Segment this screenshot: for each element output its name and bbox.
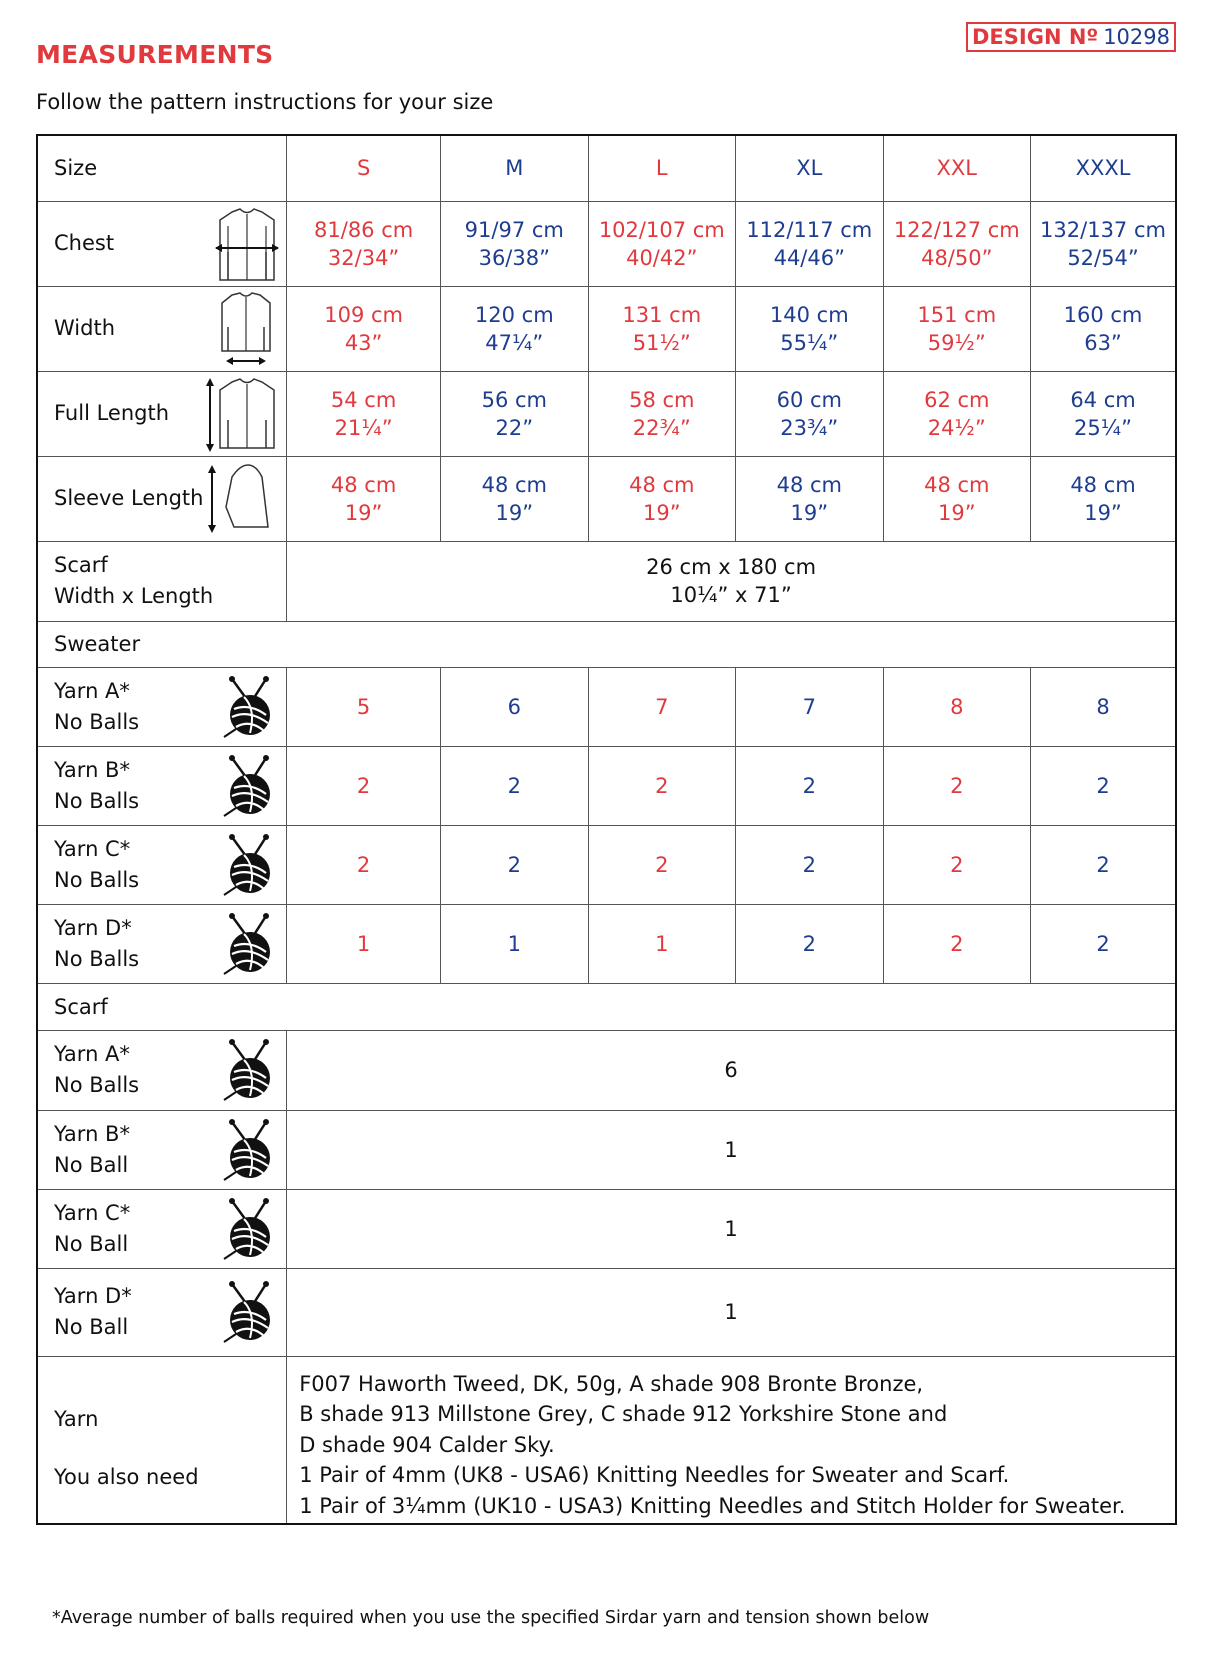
sleeve-length-label: Sleeve Length — [54, 486, 204, 510]
scarf-size-row — [37, 541, 1176, 621]
page-title: MEASUREMENTS — [36, 40, 274, 69]
sleeve-length-s: 48 cm 19” — [287, 456, 441, 541]
yarn-ball-needles-icon — [220, 675, 276, 739]
sweater-yarn-b-xl: 2 — [736, 746, 884, 825]
scarf-yarn-a-row — [37, 1030, 1176, 1110]
yarn-info-line: 1 Pair of 3¼mm (UK10 - USA3) Knitting Needles and Stitch Holder for Sweater. — [299, 1493, 1126, 1518]
width-xxxl: 160 cm 63” — [1031, 286, 1176, 371]
scarf-size-label-cell — [37, 541, 287, 621]
scarf-yarn-a-label: Yarn A* — [54, 1042, 130, 1066]
scarf-yarn-d-sublabel: No Ball — [54, 1315, 129, 1339]
width-m: 120 cm 47¼” — [441, 286, 589, 371]
yarn-label: Yarn — [54, 1407, 99, 1432]
sweater-yarn-b-xxxl: 2 — [1031, 746, 1176, 825]
scarf-yarn-b-label-cell — [37, 1110, 287, 1189]
sweater-yarn-c-label-cell — [37, 825, 287, 904]
sleeve-length-row — [37, 456, 1176, 541]
sweater-yarn-a-m: 6 — [441, 667, 589, 746]
size-l: L — [588, 135, 736, 201]
sweater-heading: Sweater — [37, 621, 1176, 667]
sweater-yarn-a-s: 5 — [287, 667, 441, 746]
sweater-yarn-b-s: 2 — [287, 746, 441, 825]
scarf-yarn-d-row — [37, 1268, 1176, 1356]
yarn-ball-needles-icon — [220, 1038, 276, 1102]
sleeve-length-label-cell — [37, 456, 287, 541]
full-length-m: 56 cm 22” — [441, 371, 589, 456]
footnote: *Average number of balls required when you use the specified Sirdar yarn and tension shown below — [52, 1608, 930, 1628]
scarf-yarn-c-sublabel: No Ball — [54, 1231, 129, 1256]
sweater-yarn-c-m: 2 — [441, 825, 589, 904]
width-xl: 140 cm 55¼” — [736, 286, 884, 371]
yarn-ball-needles-icon — [220, 1197, 276, 1261]
scarf-yarn-d-label: Yarn D* — [54, 1284, 132, 1308]
sweater-yarn-a-xxxl: 8 — [1031, 667, 1176, 746]
chest-label-cell — [37, 201, 287, 286]
width-label: Width — [54, 316, 116, 340]
scarf-heading: Scarf — [37, 983, 1176, 1030]
full-length-row — [37, 371, 1176, 456]
yarn-ball-needles-icon — [220, 1118, 276, 1182]
full-length-l: 58 cm 22¾” — [588, 371, 736, 456]
sleeve-length-xxl: 48 cm 19” — [883, 456, 1031, 541]
sweater-yarn-a-sublabel: No Balls — [54, 709, 140, 734]
scarf-size-sublabel: Width x Length — [54, 584, 214, 608]
scarf-yarn-c-row — [37, 1189, 1176, 1268]
sweater-yarn-c-xxl: 2 — [883, 825, 1031, 904]
yarn-info-row — [37, 1356, 1176, 1524]
sweater-yarn-a-l: 7 — [588, 667, 736, 746]
sweater-yarn-c-l: 2 — [588, 825, 736, 904]
full-length-xl: 60 cm 23¾” — [736, 371, 884, 456]
width-s: 109 cm 43” — [287, 286, 441, 371]
sweater-yarn-c-s: 2 — [287, 825, 441, 904]
chest-m: 91/97 cm 36/38” — [441, 201, 589, 286]
chest-s: 81/86 cm 32/34” — [287, 201, 441, 286]
size-s: S — [287, 135, 441, 201]
chest-xl: 112/117 cm 44/46” — [736, 201, 884, 286]
design-number-box — [966, 22, 1176, 52]
sweater-yarn-d-label-cell — [37, 904, 287, 983]
sweater-yarn-d-xxxl: 2 — [1031, 904, 1176, 983]
scarf-yarn-d-label-cell — [37, 1268, 287, 1356]
sweater-yarn-c-xl: 2 — [736, 825, 884, 904]
sweater-yarn-a-label: Yarn A* — [54, 678, 130, 703]
sweater-yarn-d-l: 1 — [588, 904, 736, 983]
full-length-xxl: 62 cm 24½” — [883, 371, 1031, 456]
sweater-yarn-b-m: 2 — [441, 746, 589, 825]
sweater-yarn-b-row — [37, 746, 1176, 825]
sleeve-length-arrow-icon — [204, 463, 276, 535]
sweater-yarn-a-label-cell — [37, 667, 287, 746]
scarf-yarn-c-label: Yarn C* — [54, 1200, 131, 1225]
yarn-ball-needles-icon — [220, 754, 276, 818]
sweater-length-arrow-icon — [202, 376, 282, 454]
yarn-info-line: D shade 904 Calder Sky. — [299, 1432, 555, 1457]
sweater-yarn-d-s: 1 — [287, 904, 441, 983]
yarn-info-text — [287, 1356, 1176, 1524]
full-length-xxxl: 64 cm 25¼” — [1031, 371, 1176, 456]
chest-xxl: 122/127 cm 48/50” — [883, 201, 1031, 286]
design-number: 10298 — [1103, 25, 1170, 49]
size-row — [37, 135, 1176, 201]
yarn-info-line: F007 Haworth Tweed, DK, 50g, A shade 908 Bronte Bronze, — [299, 1371, 924, 1396]
yarn-info-label-cell — [37, 1356, 287, 1524]
chest-l: 102/107 cm 40/42” — [588, 201, 736, 286]
scarf-yarn-b-sublabel: No Ball — [54, 1152, 129, 1177]
sweater-yarn-b-label-cell — [37, 746, 287, 825]
sweater-yarn-d-xl: 2 — [736, 904, 884, 983]
scarf-yarn-d-value: 1 — [287, 1268, 1176, 1356]
sweater-yarn-a-row — [37, 667, 1176, 746]
size-label: Size — [37, 135, 287, 201]
sleeve-length-m: 48 cm 19” — [441, 456, 589, 541]
sweater-yarn-b-xxl: 2 — [883, 746, 1031, 825]
sweater-yarn-c-row — [37, 825, 1176, 904]
size-xxl: XXL — [883, 135, 1031, 201]
yarn-info-line: 1 Pair of 4mm (UK8 - USA6) Knitting Needles for Sweater and Scarf. — [299, 1463, 1010, 1487]
sweater-yarn-b-sublabel: No Balls — [54, 788, 140, 813]
size-xxxl: XXXL — [1031, 135, 1176, 201]
sweater-yarn-d-m: 1 — [441, 904, 589, 983]
yarn-ball-needles-icon — [220, 912, 276, 976]
chest-label: Chest — [54, 231, 115, 255]
you-also-need-label: You also need — [54, 1465, 199, 1490]
design-label: DESIGN Nº — [972, 25, 1099, 49]
scarf-yarn-a-sublabel: No Balls — [54, 1073, 140, 1097]
scarf-yarn-b-value: 1 — [287, 1110, 1176, 1189]
sweater-yarn-d-row — [37, 904, 1176, 983]
scarf-yarn-b-row — [37, 1110, 1176, 1189]
yarn-ball-needles-icon — [220, 833, 276, 897]
sweater-yarn-c-sublabel: No Balls — [54, 867, 140, 892]
yarn-ball-needles-icon — [220, 1280, 276, 1344]
sweater-yarn-a-xxl: 8 — [883, 667, 1031, 746]
scarf-size-label: Scarf — [54, 553, 108, 577]
scarf-yarn-b-label: Yarn B* — [54, 1121, 130, 1146]
sweater-yarn-b-l: 2 — [588, 746, 736, 825]
full-length-s: 54 cm 21¼” — [287, 371, 441, 456]
sweater-yarn-a-xl: 7 — [736, 667, 884, 746]
sweater-yarn-d-xxl: 2 — [883, 904, 1031, 983]
sweater-heading-row — [37, 621, 1176, 667]
width-label-cell — [37, 286, 287, 371]
sleeve-length-l: 48 cm 19” — [588, 456, 736, 541]
width-row — [37, 286, 1176, 371]
sweater-yarn-c-label: Yarn C* — [54, 836, 131, 861]
sweater-yarn-d-label: Yarn D* — [54, 915, 132, 940]
sleeve-length-xl: 48 cm 19” — [736, 456, 884, 541]
scarf-yarn-a-label-cell — [37, 1030, 287, 1110]
size-m: M — [441, 135, 589, 201]
scarf-yarn-a-value: 6 — [287, 1030, 1176, 1110]
size-xl: XL — [736, 135, 884, 201]
scarf-heading-row — [37, 983, 1176, 1030]
sweater-yarn-d-sublabel: No Balls — [54, 946, 140, 971]
chest-xxxl: 132/137 cm 52/54” — [1031, 201, 1176, 286]
sweater-chest-arrow-icon — [212, 206, 282, 282]
full-length-label-cell — [37, 371, 287, 456]
chest-row — [37, 201, 1176, 286]
page-subtitle: Follow the pattern instructions for your size — [36, 90, 494, 114]
sweater-yarn-c-xxxl: 2 — [1031, 825, 1176, 904]
sleeve-length-xxxl: 48 cm 19” — [1031, 456, 1176, 541]
full-length-label: Full Length — [54, 401, 170, 425]
yarn-info-line: B shade 913 Millstone Grey, C shade 912 Yorkshire Stone and — [299, 1402, 948, 1426]
sweater-yarn-b-label: Yarn B* — [54, 757, 130, 782]
scarf-yarn-c-value: 1 — [287, 1189, 1176, 1268]
measurements-table — [36, 134, 1177, 1525]
width-xxl: 151 cm 59½” — [883, 286, 1031, 371]
scarf-yarn-c-label-cell — [37, 1189, 287, 1268]
width-l: 131 cm 51½” — [588, 286, 736, 371]
sweater-width-arrow-icon — [216, 291, 276, 369]
scarf-size-value: 26 cm x 180 cm 10¼” x 71” — [287, 541, 1176, 621]
